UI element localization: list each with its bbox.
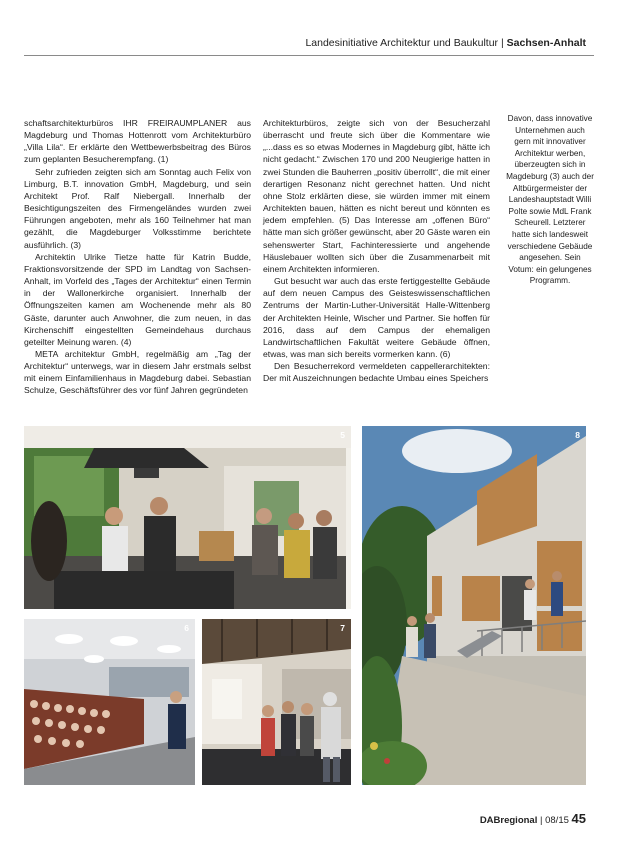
paragraph: Architektin Ulrike Tietze hatte für Katrin Budde, Fraktionsvorsitzende der SPD im Landtag von Sachsen-Anhalt, im Vorfeld des „Tages der Architektur“ einen Termin in der Wallonerkirche organisiert. Innerhalb der Öffnungszeiten kamen am Wochenende mehr als 80 Gäste, darunter auch Anwohner, die zum neuen, in das Kirchenschiff eingestellten Gemeindehaus durchaus geteilter Meinung waren. (4) <box>24 251 251 347</box>
paragraph: META architektur GmbH, regelmäßig am „Tag der Architektur“ unterwegs, war in diesem Jahr erstmals selbst mit einem Einfamilienhaus in Magdeburg dabei. Sebastian Schulze, Geschäftsführer des vor fünf Jahren gegründeten <box>24 348 251 396</box>
footer-separator: | <box>540 815 543 826</box>
paragraph: Sehr zufrieden zeigten sich am Sonntag auch Felix von Limburg, B.T. innovation GmbH, Magdeburg, und sein Architekt Prof. Ralf Niebergall. Innerhalb der Besichtigungszeiten des Firmengeländes wurden zwei Führungen angeboten, mehr als 160 Teilnehmer hat man gezählt, die Magdeburger Volksstimme berichtete ausführlich. (3) <box>24 166 251 250</box>
text-column-2 <box>263 117 490 384</box>
photo-number: 8 <box>575 430 580 440</box>
running-header <box>305 36 586 50</box>
text-column-1 <box>24 117 251 397</box>
photo-number: 7 <box>340 623 345 633</box>
church-interior-illustration <box>202 619 351 785</box>
paragraph: Den Besucherrekord vermeldeten cappellerarchitekten: Der mit Auszeichnungen bedachte Umbau eines Speichers <box>263 361 490 384</box>
paragraph: Architekturbüros, zeigte sich von der Besucherzahl überrascht und freute sich über die Kommentare wie „...dass es so etwas Modernes in Magdeburg gibt, hätte ich nicht gedacht.“ Zwischen 170 und 200 Neugierige hatten in zwei Stunden die Bauherren „positiv überrollt“, die mit einer derartigen Resonanz nicht gerechnet hatten. Und nicht ohne Stolz erklärten diese, sie würden immer mit einem Architekten bauen, hätten es nicht bereut und könnten es jedem empfehlen. (5) Das Interesse am „offenen Büro“ hätte man sich größer gewünscht, aber 20 Gäste waren ein sehenswerter Start, Fachinteressierte und angehende Häuslebauer wollten sich über die Zusammenarbeit mit einem Architekten informieren. <box>263 118 490 274</box>
paragraph: Gut besucht war auch das erste fertiggestellte Gebäude auf dem neuen Campus des Geisteswissenschaftlichen Zentrums der Martin-Luther-Universität Halle-Wittenberg der Architekten Heinle, Wischer und Partner. Sie hoffen für 2016, dass auf dem Campus der ehemaligen Landwirtschaftlichen Fakultät weitere Gebäude öffnen, etwas, was man sich bereits vormerken kann. (6) <box>263 276 490 359</box>
page-number: 45 <box>571 811 586 826</box>
storehouse-illustration <box>362 426 586 785</box>
header-rule <box>24 55 594 56</box>
photo-number: 6 <box>184 623 189 633</box>
header-separator: | <box>500 37 504 49</box>
header-region: Sachsen-Anhalt <box>506 37 586 49</box>
photo-church-interior <box>202 619 351 785</box>
kitchen-illustration <box>24 426 351 609</box>
footer-magazine: DABregional <box>479 815 538 826</box>
lecture-hall-illustration <box>24 619 195 785</box>
header-organisation: Landesinitiative Architektur und Baukultur <box>305 37 499 49</box>
photo-number: 5 <box>340 430 345 440</box>
photo-lecture-hall <box>24 619 195 785</box>
photo-storehouse-facade <box>362 426 586 785</box>
footer-issue: 08/15 <box>545 815 569 826</box>
sidebar-caption: Davon, dass innovative Unternehmen auch gern mit innovativer Architektur werben, überzeugten sich in Magdeburg (3) auch der Altbürgermeister der Landeshauptstadt Willi Polte sowie MdL Frank Scheurell. Letzterer hatte sich landesweit verschiedene Gebäude angesehen. Sein Votum: ein gelungenes Programm. <box>506 114 594 286</box>
photo-kitchen <box>24 426 351 609</box>
page-footer <box>480 812 586 828</box>
paragraph: schaftsarchitekturbüros IHR FREIRAUMPLANER aus Magdeburg und Thomas Hottenrott vom Architekturbüro „Villa Lila“. Er erklärte den Wettbewerbsbeitrag des Büros zum geplanten Besucherempfang. (1) <box>24 118 251 165</box>
